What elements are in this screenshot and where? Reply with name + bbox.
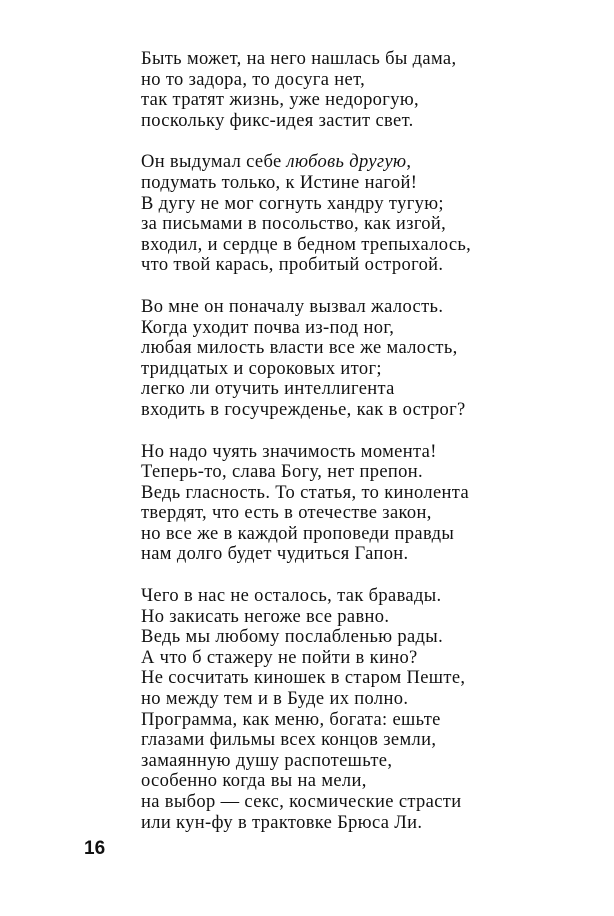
poem-line: поскольку фикс-идея застит свет.	[141, 110, 414, 131]
poem-line: но то задора, то досуга нет,	[141, 69, 366, 90]
poem-line: замаянную душу распотешьте,	[141, 750, 393, 771]
poem-line: но все же в каждой проповеди правды	[141, 523, 455, 544]
poem-line	[141, 152, 581, 173]
poem-line: Ведь гласность. То статья, то кинолента	[141, 482, 470, 503]
poem-line: Но закисать негоже все равно.	[141, 606, 390, 627]
line-text: Он выдумал себе	[141, 152, 287, 173]
poem-line: Чего в нас не осталось, так бравады.	[141, 586, 442, 607]
poem-line: за письмами в посольство, как изгой,	[141, 214, 447, 235]
italic-phrase: любовь другую	[286, 152, 407, 173]
poem-line: нам долго будет чудиться Гапон.	[141, 544, 409, 565]
poem-line: так тратят жизнь, уже недорогую,	[141, 90, 419, 111]
poem-line: твердят, что есть в отечестве закон,	[141, 503, 432, 524]
stanza-1	[141, 49, 581, 131]
stanza-4	[141, 442, 581, 566]
poem-line: подумать только, к Истине нагой!	[141, 172, 418, 193]
poem-line: Когда уходит почва из-под ног,	[141, 317, 395, 338]
poem-line: что твой карась, пробитый острогой.	[141, 255, 444, 276]
poem-line: легко ли отучить интеллигента	[141, 379, 395, 400]
stanza-5	[141, 586, 581, 833]
poem-line: любая милость власти все же малость,	[141, 338, 458, 359]
poem-line: Быть может, на него нашлась бы дама,	[141, 49, 457, 69]
poem-line: на выбор — секс, космические страсти	[141, 792, 462, 812]
poem-line: Не сосчитать киношек в старом Пеште,	[141, 668, 466, 689]
poem-line: входить в госучрежденье, как в острог?	[141, 399, 466, 420]
poem-line: но между тем и в Буде их полно.	[141, 689, 409, 710]
poem-line: А что б стажеру не пойти в кино?	[141, 647, 418, 668]
poem-line: Теперь-то, слава Богу, нет препон.	[141, 462, 423, 483]
poem-line: тридцатых и сороковых итог;	[141, 358, 382, 379]
stanza-2	[141, 152, 581, 276]
page-number: 16	[84, 838, 106, 859]
poem-line: входил, и сердце в бедном трепыхалось,	[141, 234, 472, 255]
stanza-3	[141, 297, 581, 421]
poem-line: или кун-фу в трактовке Брюса Ли.	[141, 812, 423, 833]
poem-text	[141, 49, 581, 854]
poem-line: Во мне он поначалу вызвал жалость.	[141, 296, 444, 317]
poem-line: особенно когда вы на мели,	[141, 771, 367, 792]
poem-line: глазами фильмы всех концов земли,	[141, 730, 437, 751]
poem-line: В дугу не мог согнуть хандру тугую;	[141, 193, 444, 214]
poem-line: Ведь мы любому послабленью рады.	[141, 627, 444, 648]
poem-line: Но надо чуять значимость момента!	[141, 441, 437, 462]
poem-line: Программа, как меню, богата: ешьте	[141, 709, 441, 730]
line-text: ,	[406, 152, 412, 173]
